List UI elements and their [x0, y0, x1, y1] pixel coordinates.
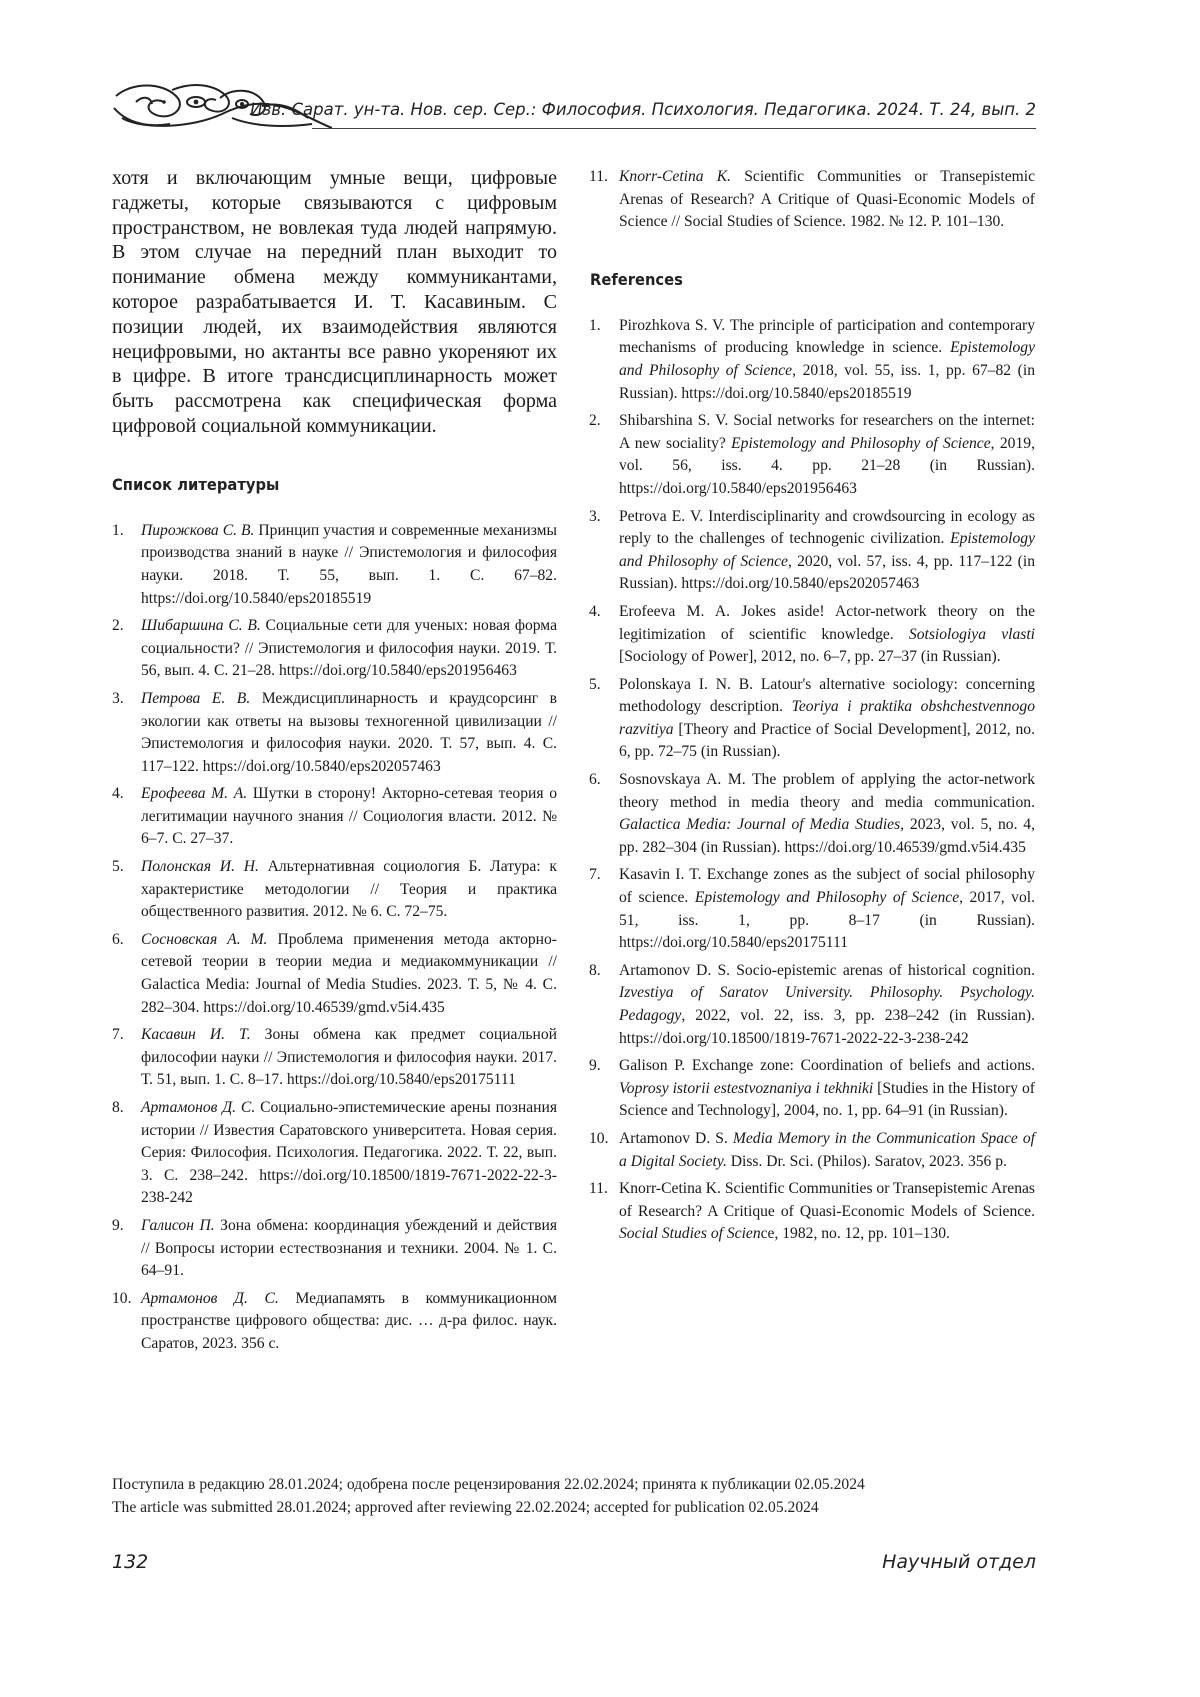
- reference-details: , 2017, vol. 51, iss. 1, pp. 8–17 (in Russian). https://doi.org/10.5840/eps20175111: [619, 889, 1035, 952]
- journal-title: Изв. Сарат. ун-та. Нов. сер. Сер.: Философия. Психология. Педагогика. 2024. Т. 24, вып. 2: [250, 100, 1036, 119]
- reference-text: Социальные сети для ученых: новая форма социальности? // Эпистемология и философия науки. 2019. Т. 56, вып. 4. С. 21–28. https://doi.org/10.5840/eps201956463: [141, 617, 557, 680]
- reference-text: Artamonov D. S. Socio-epistemic arenas of historical cognition.: [619, 961, 1035, 979]
- reference-item: [590, 166, 1035, 234]
- reference-text: Erofeeva M. A. Jokes aside! Actor-network theory on the legitimization of scientific knowledge.: [619, 602, 1035, 643]
- reference-number: 4.: [589, 602, 601, 620]
- reference-text: Pirozhkova S. V. The principle of participation and contemporary mechanisms of producing knowledge in science.: [619, 316, 1035, 357]
- reference-details: Diss. Dr. Sci. (Philos). Saratov, 2023. 356 p.: [726, 1152, 1007, 1170]
- en-references-heading: References: [590, 269, 683, 289]
- reference-item: [590, 410, 1035, 500]
- reference-source: Epistemology and Philosophy of Science: [619, 530, 1035, 570]
- reference-source: Voprosy istorii estestvoznaniya i tekhniki: [619, 1079, 874, 1097]
- ru-reference-list-continued: [590, 166, 1035, 234]
- reference-text: Альтернативная социология Б. Латура: к характеристике методологии // Теория и практика общественного развития. 2012. № 6. С. 72–75.: [141, 858, 557, 921]
- header-rule: [312, 128, 1036, 129]
- reference-text: Шутки в сторону! Акторно-сетевая теория о легитимации научного знания // Социология власти. 2012. № 6–7. С. 27–37.: [141, 785, 557, 848]
- reference-text: Зона обмена: координация убеждений и действия // Вопросы истории естествознания и техники. 2004. № 1. С. 64–91.: [141, 1216, 557, 1280]
- reference-item: [112, 1215, 557, 1283]
- reference-text: Зоны обмена как предмет социальной философии науки // Эпистемология и философия науки. 2017. Т. 51, вып. 1. С. 8–17. https://doi.org/10.5840/eps20175111: [141, 1026, 557, 1089]
- reference-item: [590, 506, 1035, 596]
- reference-number: 7.: [112, 1026, 124, 1044]
- reference-number: 1.: [112, 521, 124, 539]
- reference-text: Проблема применения метода акторно-сетевой теории в теории медиа и медиакоммуникации // Galactica Media: Journal of Media Studies. 2023. Т. 5, № 4. С. 282–304. https://doi.org/10.46539/gmd.v5i4.435: [141, 930, 557, 1016]
- reference-text: Sosnovskaya A. M. The problem of applying the actor-network theory method in media theory and media communication.: [619, 771, 1035, 811]
- reference-source: Sotsiologiya vlasti: [908, 625, 1035, 643]
- reference-source: Social Studies of Scien: [619, 1225, 761, 1243]
- reference-text: Shibarshina S. V. Social networks for researchers on the internet: A new sociality?: [619, 412, 1035, 452]
- reference-number: 6.: [112, 930, 124, 948]
- body-paragraph: хотя и включающим умные вещи, цифровые гаджеты, которые связываются с цифровым пространством, не вовлекая туда людей напрямую. В этом случае на передний план выходит то понимание обмена между коммуникантами, которое разрабатывается И. Т. Касавиным. С позиции людей, их взаимодействия являются нецифровыми, но актанты все равно укореняют их в цифре. В итоге трансдисциплинарность может быть рассмотрена как специфическая форма цифровой социальной коммуникации.: [112, 167, 557, 437]
- reference-number: 8.: [589, 961, 601, 979]
- reference-number: 10.: [589, 1129, 609, 1147]
- reference-number: 8.: [112, 1099, 124, 1117]
- reference-author: Артамонов Д. С.: [141, 1099, 256, 1117]
- reference-text: Galison P. Exchange zone: Coordination of beliefs and actions.: [619, 1057, 1035, 1075]
- reference-source: Teoriya i praktika obshchestvennogo razvitiya: [619, 698, 1035, 738]
- right-column: [590, 166, 1035, 1251]
- reference-item: [112, 1024, 557, 1092]
- reference-number: 11.: [589, 1180, 608, 1198]
- reference-number: 7.: [589, 866, 601, 884]
- reference-item: [112, 856, 557, 924]
- reference-author: Пирожкова С. В.: [141, 521, 255, 539]
- reference-item: [590, 1055, 1035, 1123]
- left-column: [112, 166, 557, 1361]
- reference-author: Ерофеева М. А.: [141, 785, 248, 803]
- reference-number: 11.: [589, 168, 608, 185]
- reference-item: [112, 615, 557, 683]
- reference-details: [Studies in the History of Science and Technology], 2004, no. 1, pp. 64–91 (in Russian).: [619, 1079, 1035, 1120]
- reference-author: Сосновская А. М.: [141, 930, 268, 948]
- reference-author: Петрова Е. В.: [141, 689, 251, 707]
- reference-text: Социально-эпистемические арены познания истории // Известия Саратовского университета. Новая серия. Серия: Философия. Психология. Педагогика. 2022. Т. 22, вып. 3. С. 238–242. https://doi.org/10.18500/1819-7671-2022-22-3-238-242: [141, 1099, 557, 1207]
- reference-item: [590, 960, 1035, 1050]
- en-reference-list: [590, 315, 1035, 1246]
- reference-details: , 2022, vol. 22, iss. 3, pp. 238–242 (in Russian). https://doi.org/10.18500/1819-7671-2022-22-3-238-242: [619, 1007, 1035, 1047]
- publication-dates: [112, 1474, 1042, 1519]
- reference-item: [112, 929, 557, 1019]
- section-name: Научный отдел: [882, 1551, 1036, 1573]
- reference-text: Междисциплинарность и краудсорсинг в экологии как ответы на вызовы техногенной цивилизации // Эпистемология и философия науки. 2020. Т. 57, вып. 4. С. 117–122. https://doi.org/10.5840/eps202057463: [141, 689, 558, 775]
- reference-item: [590, 315, 1035, 405]
- reference-number: 6.: [589, 771, 601, 789]
- dates-ru: Поступила в редакцию 28.01.2024; одобрена после рецензирования 22.02.2024; принята к публикации 02.05.2024: [112, 1476, 865, 1493]
- reference-source: Media Memory in the Communication Space of a Digital Society.: [619, 1129, 1036, 1170]
- reference-item: [590, 1128, 1035, 1173]
- reference-item: [112, 688, 557, 778]
- reference-author: Шибаршина С. В.: [141, 617, 261, 635]
- reference-details: , 2023, vol. 5, no. 4, pp. 282–304 (in Russian). https://doi.org/10.46539/gmd.v5i4.435: [619, 816, 1035, 856]
- reference-source: Epistemology and Philosophy of Science: [694, 889, 960, 907]
- reference-source: Galactica Media: Journal of Media Studies: [619, 816, 901, 834]
- reference-item: [112, 1097, 557, 1210]
- reference-author: Полонская И. Н.: [141, 858, 259, 876]
- reference-details: ce, 1982, no. 12, pp. 101–130.: [760, 1225, 950, 1243]
- reference-text: Принцип участия и современные механизмы производства знаний в науке // Эпистемология и философия науки. 2018. Т. 55, вып. 1. С. 67–82. https://doi.org/10.5840/eps20185519: [141, 521, 557, 607]
- reference-item: [590, 864, 1035, 954]
- reference-number: 1.: [589, 316, 601, 334]
- reference-item: [590, 769, 1035, 859]
- reference-details: , 2019, vol. 56, iss. 4. pp. 21–28 (in Russian). https://doi.org/10.5840/eps201956463: [619, 434, 1035, 497]
- reference-number: 3.: [589, 507, 601, 525]
- reference-details: , 2018, vol. 55, iss. 1, pp. 67–82 (in Russian). https://doi.org/10.5840/eps20185519: [619, 361, 1035, 402]
- reference-text: Polonskaya I. N. B. Latour's alternative sociology: concerning methodology description.: [619, 675, 1035, 716]
- reference-details: [Theory and Practice of Social Development], 2012, no. 6, pp. 72–75 (in Russian).: [619, 720, 1035, 761]
- dates-en: The article was submitted 28.01.2024; approved after reviewing 22.02.2024; accepted for publication 02.05.2024: [112, 1498, 819, 1516]
- reference-item: [112, 520, 557, 610]
- reference-number: 4.: [112, 785, 124, 803]
- reference-item: [112, 783, 557, 851]
- reference-details: , 2020, vol. 57, iss. 4, pp. 117–122 (in Russian). https://doi.org/10.5840/eps202057463: [619, 552, 1035, 593]
- reference-text: Petrova E. V. Interdisciplinarity and crowdsourcing in ecology as reply to the challenges of technogenic civilization.: [619, 507, 1035, 548]
- reference-item: [112, 1288, 557, 1356]
- reference-number: 3.: [112, 689, 124, 707]
- ru-references-heading: Список литературы: [112, 474, 280, 494]
- reference-author: Артамонов Д. С.: [141, 1289, 279, 1307]
- reference-author: Галисон П.: [141, 1216, 215, 1234]
- reference-details: [Sociology of Power], 2012, no. 6–7, pp. 27–37 (in Russian).: [619, 648, 1001, 666]
- reference-item: [590, 601, 1035, 669]
- reference-author: Касавин И. Т.: [141, 1026, 251, 1044]
- reference-number: 9.: [112, 1216, 124, 1234]
- reference-author: Knorr-Cetina K.: [619, 168, 732, 185]
- reference-number: 9.: [589, 1057, 601, 1075]
- reference-text: Knorr-Cetina K. Scientific Communities or Transepistemic Arenas of Research? A Critique of Quasi-Economic Models of Science.: [619, 1180, 1035, 1220]
- running-header: [112, 78, 1036, 136]
- reference-number: 2.: [112, 617, 124, 635]
- reference-text: Kasavin I. T. Exchange zones as the subject of social philosophy of science.: [619, 866, 1035, 907]
- reference-item: [590, 1178, 1035, 1246]
- reference-source: Epistemology and Philosophy of Science: [731, 434, 991, 452]
- ru-reference-list: [112, 520, 557, 1356]
- reference-text: Artamonov D. S.: [619, 1129, 733, 1147]
- page-number: 132: [112, 1551, 149, 1573]
- reference-item: [590, 674, 1035, 764]
- reference-number: 2.: [589, 412, 601, 430]
- reference-number: 5.: [589, 675, 601, 693]
- reference-source: Izvestiya of Saratov University. Philosophy. Psychology. Pedagogy: [619, 984, 1035, 1024]
- reference-text: Медиапамять в коммуникационном пространстве цифрового общества: дис. … д-ра филос. наук. Саратов, 2023. 356 с.: [141, 1289, 557, 1352]
- reference-number: 10.: [112, 1289, 132, 1307]
- reference-number: 5.: [112, 858, 124, 876]
- reference-source: Epistemology and Philosophy of Science: [619, 339, 1035, 379]
- reference-text: Scientific Communities or Transepistemic Arenas of Research? A Critique of Quasi-Economic Models of Science // Social Studies of Science. 1982. № 12. P. 101–130.: [619, 168, 1035, 231]
